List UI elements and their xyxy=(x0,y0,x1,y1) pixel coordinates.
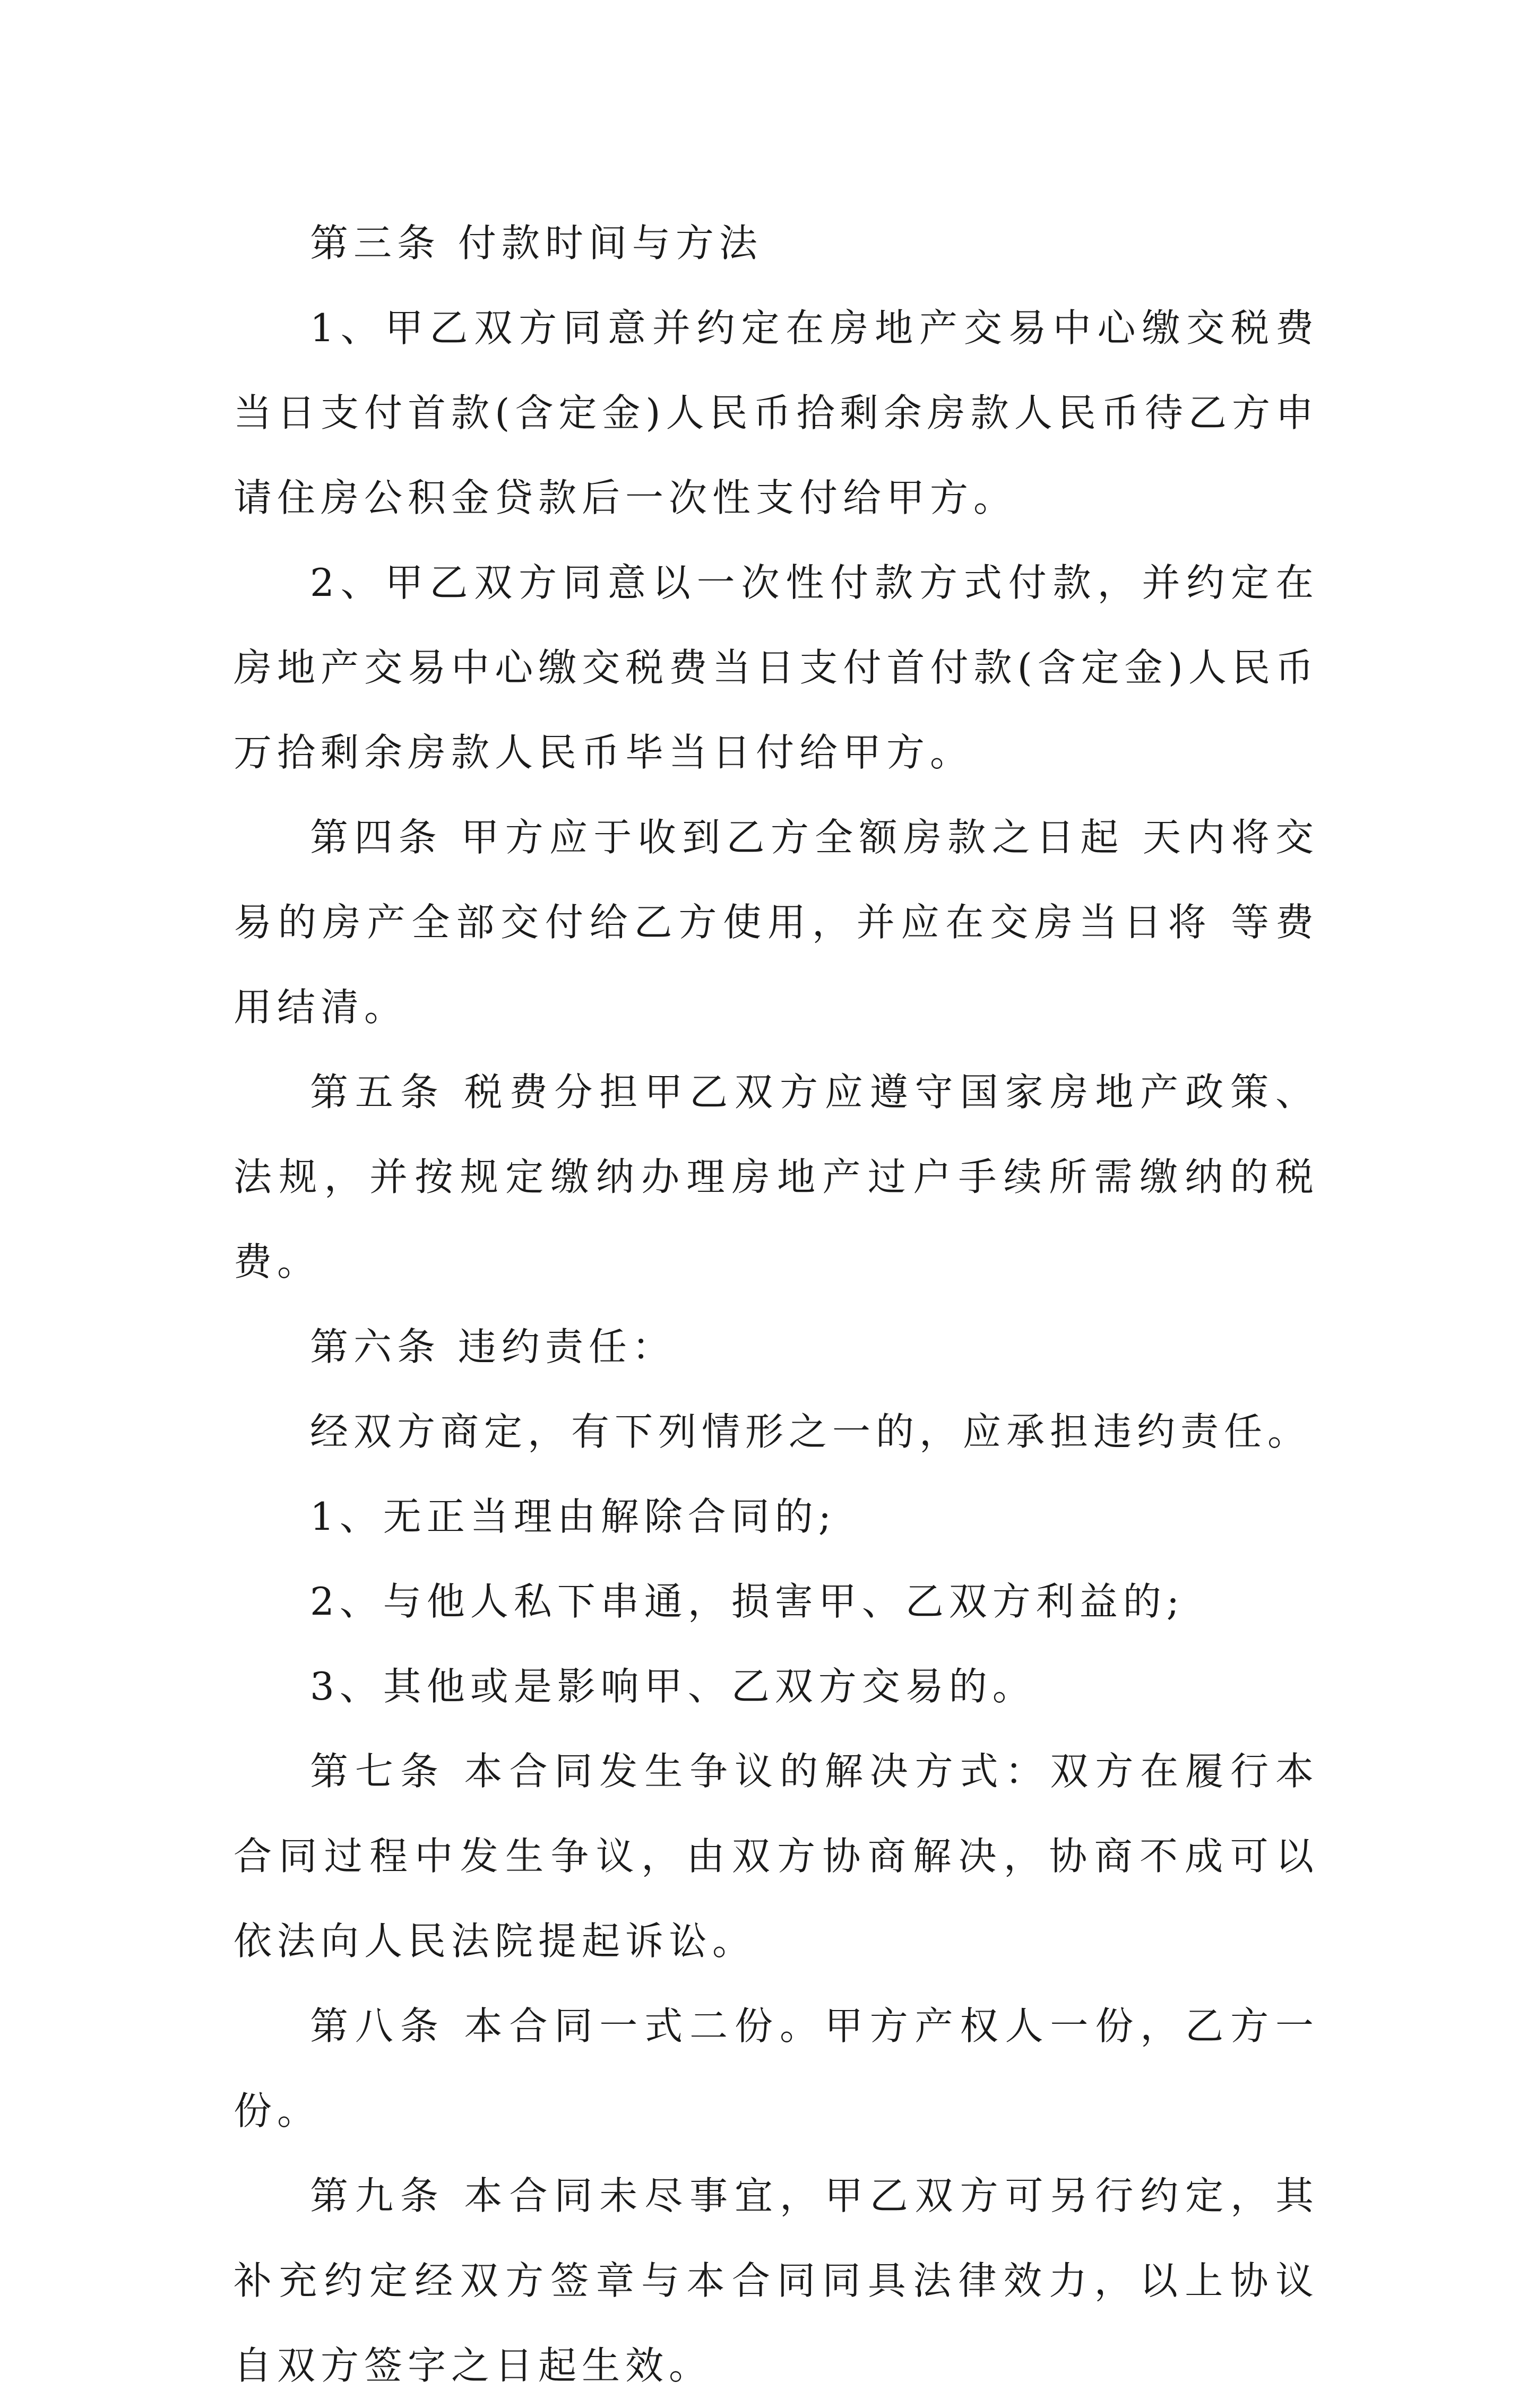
clause-6-intro: 经双方商定，有下列情形之一的，应承担违约责任。 xyxy=(310,1409,1311,1454)
clause-5: 第五条 税费分担甲乙双方应遵守国家房地产政策、法规，并按规定缴纳办理房地产过户手续所需缴纳的税费。 xyxy=(234,1070,1319,1284)
clause-3-heading: 第三条 付款时间与方法 xyxy=(310,221,763,265)
clause-3-item-1: 1、甲乙双方同意并约定在房地产交易中心缴交税费当日支付首款(含定金)人民币拾剩余房款人民币待乙方申请住房公积金贷款后一次性支付给甲方。 xyxy=(234,306,1319,520)
clause-9: 第九条 本合同未尽事宜，甲乙双方可另行约定，其补充约定经双方签章与本合同同具法律效力，以上协议自双方签字之日起生效。 xyxy=(234,2173,1319,2388)
document-body xyxy=(234,201,1319,2408)
clause-4: 第四条 甲方应于收到乙方全额房款之日起 天内将交易的房产全部交付给乙方使用，并应在交房当日将 等费用结清。 xyxy=(234,815,1319,1029)
clause-6-item-3: 3、其他或是影响甲、乙双方交易的。 xyxy=(310,1664,1036,1709)
clause-8: 第八条 本合同一式二份。甲方产权人一份，乙方一份。 xyxy=(234,2004,1319,2133)
clause-7: 第七条 本合同发生争议的解决方式：双方在履行本合同过程中发生争议，由双方协商解决，协商不成可以依法向人民法院提起诉讼。 xyxy=(234,1749,1319,1963)
clause-6-item-2: 2、与他人私下串通，损害甲、乙双方利益的; xyxy=(310,1579,1185,1624)
clause-6-heading: 第六条 违约责任： xyxy=(310,1324,676,1369)
clause-3-item-2: 2、甲乙双方同意以一次性付款方式付款，并约定在房地产交易中心缴交税费当日支付首付款(含定金)人民币万拾剩余房款人民币毕当日付给甲方。 xyxy=(234,560,1319,775)
clause-6-item-1: 1、无正当理由解除合同的; xyxy=(310,1494,837,1539)
